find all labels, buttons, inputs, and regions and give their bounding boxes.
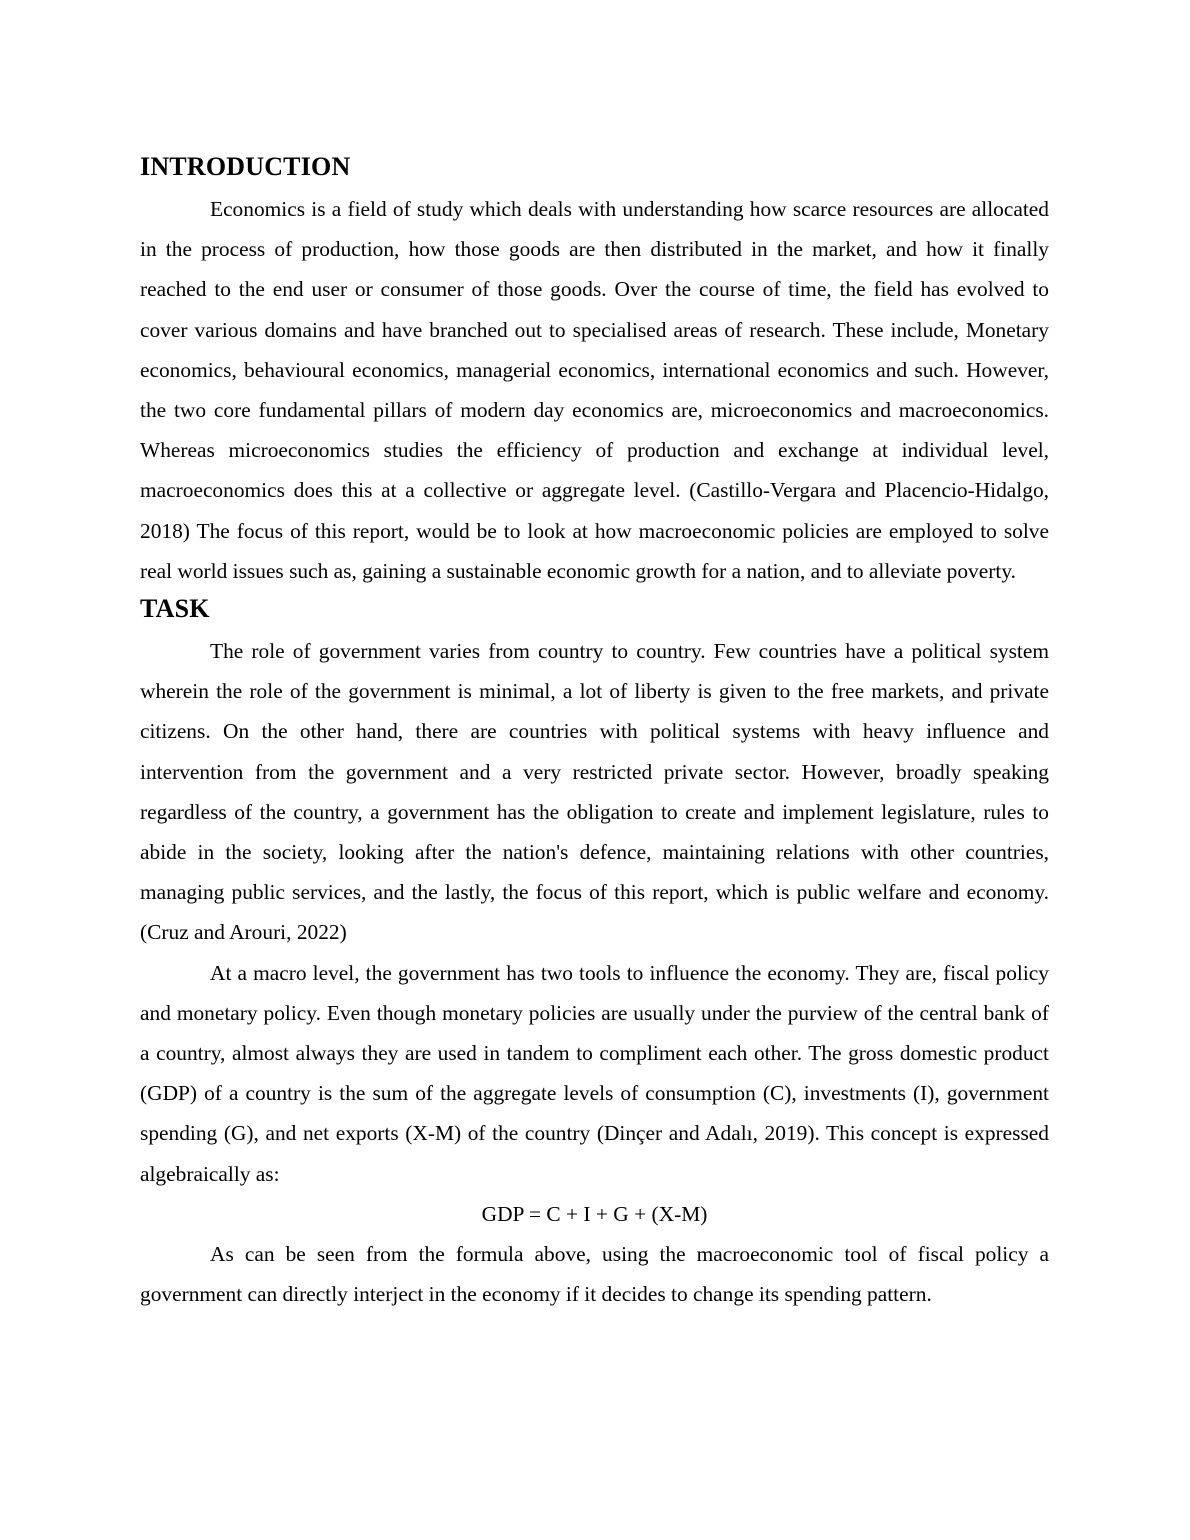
task-paragraph-2: At a macro level, the government has two tools to influence the economy. They are, fiscal policy and monetary policy. Even though monetary policies are usually under the purview of the central bank of a country, almost always they are used in tandem to compliment each other. The gross domestic product (GDP) of a country is the sum of the aggregate levels of consumption (C), investments (I), government spending (G), and net exports (X-M) of the country (Dinçer and Adalı, 2019). This concept is expressed algebraically as: [140, 960, 1049, 1186]
document-body [140, 149, 1049, 1314]
task-paragraph-3: As can be seen from the formula above, using the macroeconomic tool of fiscal policy a government can directly interject in the economy if it decides to change its spending pattern. [140, 1242, 1049, 1307]
introduction-heading: INTRODUCTION [140, 152, 351, 181]
task-heading: TASK [140, 594, 210, 624]
gdp-formula: GDP = C + I + G + (X-M) [481, 1201, 708, 1226]
task-paragraph-1: The role of government varies from country to country. Few countries have a political system wherein the role of the government is minimal, a lot of liberty is given to the free markets, and private citizens. On the other hand, there are countries with political systems with heavy influence and intervention from the government and a very restricted private sector. However, broadly speaking regardless of the country, a government has the obligation to create and implement legislature, rules to abide in the society, looking after the nation's defence, maintaining relations with other countries, managing public services, and the lastly, the focus of this report, which is public welfare and economy. (Cruz and Arouri, 2022) [140, 639, 1049, 945]
introduction-paragraph: Economics is a field of study which deals with understanding how scarce resources are allocated in the process of production, how those goods are then distributed in the market, and how it finally reached to the end user or consumer of those goods. Over the course of time, the field has evolved to cover various domains and have branched out to specialised areas of research. These include, Monetary economics, behavioural economics, managerial economics, international economics and such. However, the two core fundamental pillars of modern day economics are, microeconomics and macroeconomics. Whereas microeconomics studies the efficiency of production and exchange at individual level, macroeconomics does this at a collective or aggregate level. (Castillo-Vergara and Placencio-Hidalgo, 2018) The focus of this report, would be to look at how macroeconomic policies are employed to solve real world issues such as, gaining a sustainable economic growth for a nation, and to alleviate poverty. [140, 197, 1049, 583]
